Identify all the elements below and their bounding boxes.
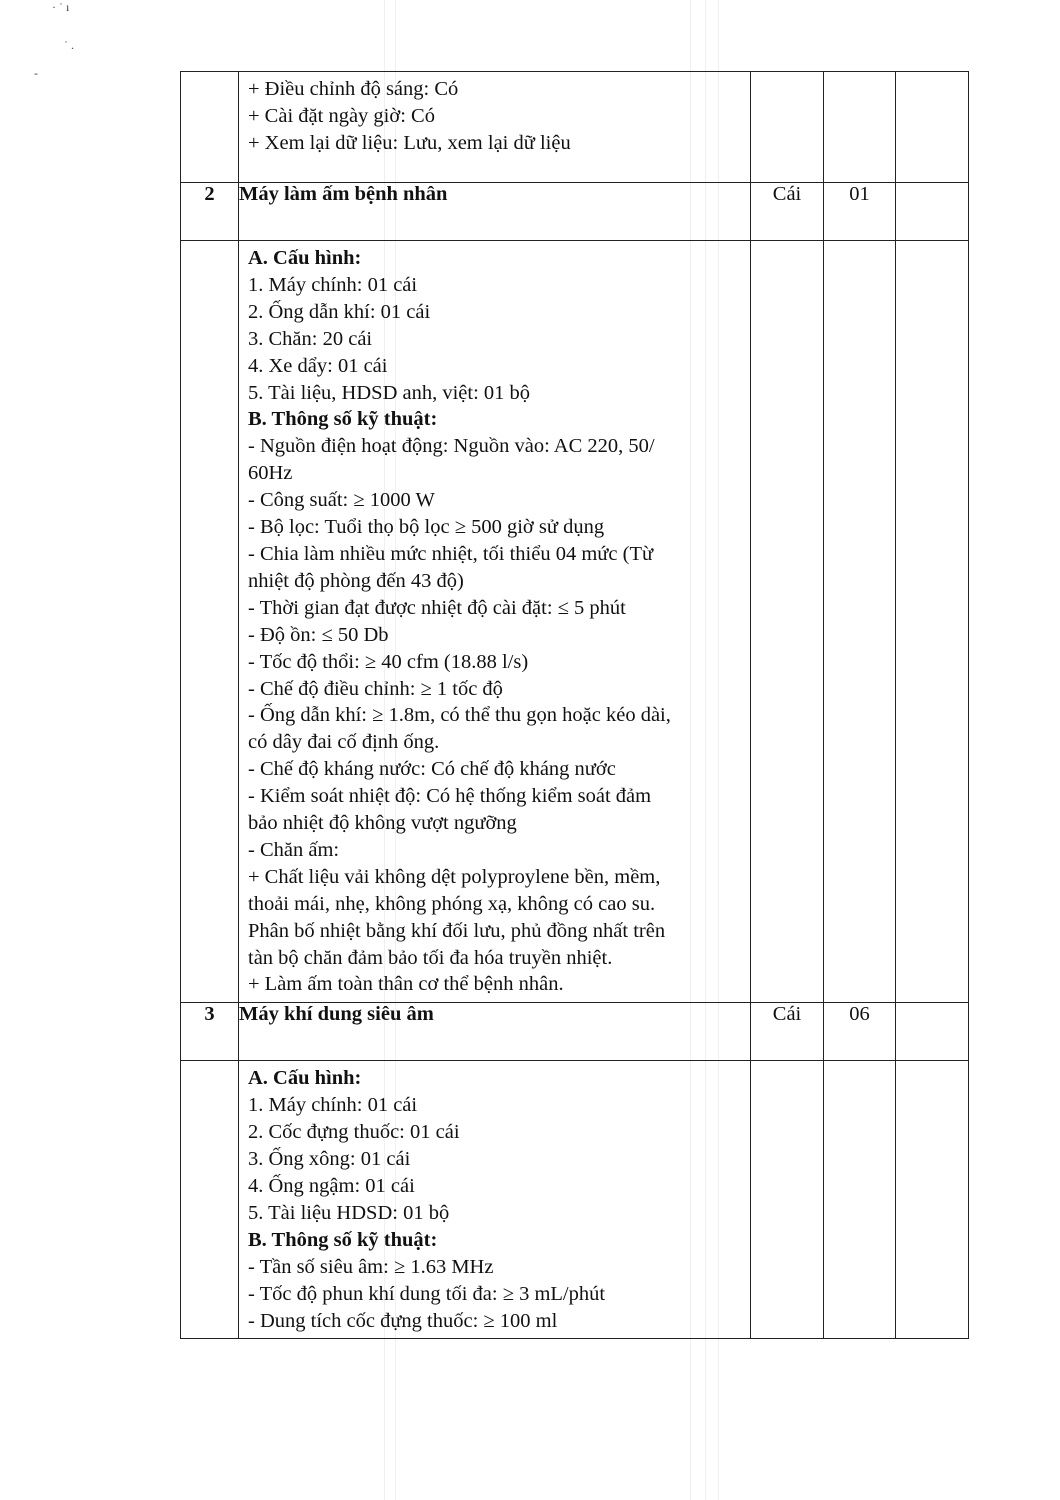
note-cell: [896, 183, 969, 241]
note-cell: [896, 1061, 969, 1339]
spec-line: - Kiểm soát nhiệt độ: Có hệ thống kiểm soát đảm: [248, 785, 652, 808]
spec-line: - Nguồn điện hoạt động: Nguồn vào: AC 220, 50/: [248, 435, 655, 458]
item-stt: 3: [181, 1003, 239, 1061]
spec-cell: [239, 241, 751, 1003]
item-spec-lines: [239, 241, 750, 1002]
item-spec-row: [181, 241, 969, 1003]
spec-line: - Độ ồn: ≤ 50 Db: [248, 623, 389, 646]
spec-line: 1. Máy chính: 01 cái: [248, 273, 418, 296]
item-spec-row: [181, 1061, 969, 1339]
spec-line: 5. Tài liệu, HDSD anh, việt: 01 bộ: [248, 381, 531, 404]
note-cell: [896, 72, 969, 183]
spec-line: - Dung tích cốc đựng thuốc: ≥ 100 ml: [248, 1309, 558, 1332]
spec-line: 1. Máy chính: 01 cái: [248, 1094, 418, 1117]
spec-line: 2. Ống dẫn khí: 01 cái: [248, 300, 431, 323]
spec-line: - Tần số siêu âm: ≥ 1.63 MHz: [248, 1255, 494, 1278]
spec-cell: [239, 1061, 751, 1339]
stt-cell: [181, 241, 239, 1003]
note-cell: [896, 1003, 969, 1061]
scan-speck: -: [34, 66, 38, 80]
spec-line: - Tốc độ thổi: ≥ 40 cfm (18.88 l/s): [248, 650, 529, 673]
spec-section-heading: B. Thông số kỹ thuật:: [248, 1228, 438, 1251]
unit-cell: [751, 1061, 824, 1339]
spec-line: 4. Xe dẩy: 01 cái: [248, 354, 388, 377]
unit-cell: [751, 241, 824, 1003]
spec-cell: [239, 72, 751, 183]
spec-line: Phân bố nhiệt bằng khí đối lưu, phủ đồng nhất trên: [248, 919, 666, 942]
spec-line: + Điều chỉnh độ sáng: Có: [248, 78, 459, 100]
quantity-cell: [824, 1061, 896, 1339]
spec-line: thoải mái, nhẹ, không phóng xạ, không có cao su.: [248, 892, 656, 915]
item-header-row: [181, 1003, 969, 1061]
spec-line: - Chế độ kháng nước: Có chế độ kháng nước: [248, 758, 616, 781]
stt-cell: [181, 1061, 239, 1339]
spec-section-heading: B. Thông số kỹ thuật:: [248, 408, 438, 431]
quantity-cell: [824, 241, 896, 1003]
spec-line: + Xem lại dữ liệu: Lưu, xem lại dữ liệu: [248, 131, 571, 154]
spec-line: - Chia làm nhiều mức nhiệt, tối thiểu 04 mức (Từ: [248, 542, 654, 565]
item-quantity: 06: [824, 1003, 896, 1061]
item-stt: 2: [181, 183, 239, 241]
spec-section-heading: A. Cấu hình:: [248, 247, 362, 269]
note-cell: [896, 241, 969, 1003]
spec-line: - Thời gian đạt được nhiệt độ cài đặt: ≤ 5 phút: [248, 596, 626, 619]
item-name: Máy khí dung siêu âm: [239, 1003, 751, 1061]
spec-line: có dây đai cố định ống.: [248, 731, 440, 754]
spec-section-heading: A. Cấu hình:: [248, 1067, 362, 1090]
spec-line: 4. Ống ngậm: 01 cái: [248, 1175, 415, 1197]
item-unit: Cái: [751, 1003, 824, 1061]
spec-line: - Công suất: ≥ 1000 W: [248, 489, 435, 512]
spec-line: 5. Tài liệu HDSD: 01 bộ: [248, 1201, 450, 1224]
spec-line: 3. Chăn: 20 cái: [248, 327, 373, 350]
stt-cell: [181, 72, 239, 183]
scan-speck: ˙ .: [64, 38, 74, 52]
item-header-row: [181, 183, 969, 241]
spec-line: - Chăn ấm:: [248, 838, 340, 861]
spec-line: + Cài đặt ngày giờ: Có: [248, 104, 435, 127]
spec-line: nhiệt độ phòng đến 43 độ): [248, 569, 464, 592]
spec-line: bảo nhiệt độ không vượt ngưỡng: [248, 812, 517, 835]
continuation-spec-lines: [239, 72, 750, 161]
item-name: Máy làm ấm bệnh nhân: [239, 183, 751, 241]
scan-speck: · ˙ ı: [52, 0, 70, 14]
spec-line: 60Hz: [248, 462, 293, 485]
quantity-cell: [824, 72, 896, 183]
spec-line: - Bộ lọc: Tuổi thọ bộ lọc ≥ 500 giờ sử dụng: [248, 516, 605, 539]
spec-line: + Chất liệu vải không dệt polyproylene bền, mềm,: [248, 865, 661, 888]
item-unit: Cái: [751, 183, 824, 241]
continuation-row: [181, 72, 969, 183]
item-quantity: 01: [824, 183, 896, 241]
spec-line: tàn bộ chăn đảm bảo tối đa hóa truyền nhiệt.: [248, 946, 613, 969]
unit-cell: [751, 72, 824, 183]
spec-line: - Chế độ điều chỉnh: ≥ 1 tốc độ: [248, 677, 503, 700]
spec-line: - Ống dẫn khí: ≥ 1.8m, có thể thu gọn hoặc kéo dài,: [248, 704, 671, 727]
spec-line: - Tốc độ phun khí dung tối đa: ≥ 3 mL/phút: [248, 1282, 606, 1305]
spec-line: 3. Ống xông: 01 cái: [248, 1148, 411, 1171]
spec-line: 2. Cốc đựng thuốc: 01 cái: [248, 1121, 460, 1144]
spec-line: + Làm ấm toàn thân cơ thể bệnh nhân.: [248, 973, 564, 996]
item-spec-lines: [239, 1061, 750, 1338]
equipment-spec-table: [180, 71, 969, 1339]
